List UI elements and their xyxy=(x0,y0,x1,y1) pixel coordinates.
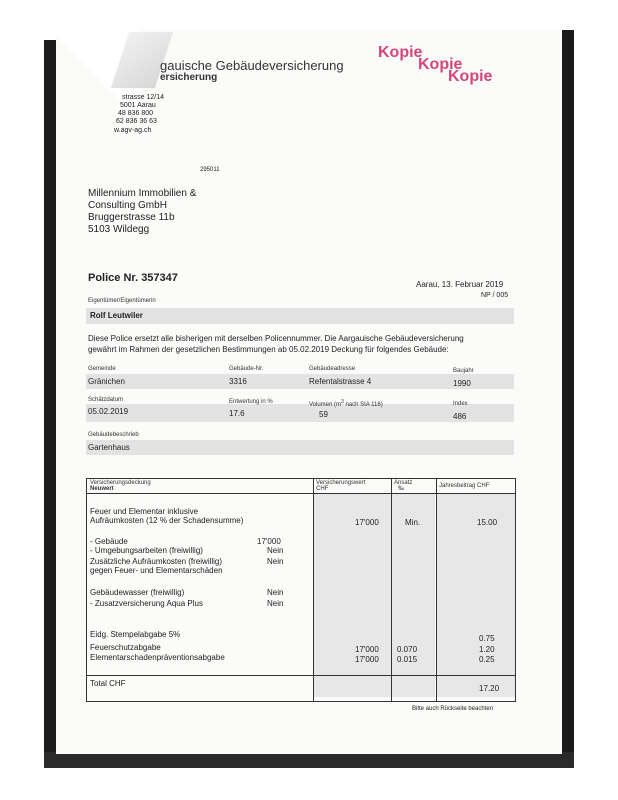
coverage-rate: Min. xyxy=(405,518,421,527)
reference-number: 295011 xyxy=(200,167,220,173)
total-label: Total CHF xyxy=(90,679,126,688)
label-index: Index xyxy=(453,401,468,407)
value-gemeinde: Gränichen xyxy=(88,377,125,386)
item-value: Nein xyxy=(267,588,284,597)
fee-rate: 0.070 xyxy=(397,645,418,654)
footer-note: Bitte auch Rückseite beachten xyxy=(412,706,494,712)
header-chf: CHF xyxy=(316,486,329,492)
item-label: - Zusatzversicherung Aqua Plus xyxy=(90,599,203,608)
owner-name: Rolf Leutwiler xyxy=(90,311,143,320)
item-label: - Umgebungsarbeiten (freiwillig) xyxy=(90,546,203,555)
header-value: Versicherungswert xyxy=(316,480,366,486)
fee-label: Eidg. Stempelabgabe 5% xyxy=(90,630,181,639)
item-value: 17'000 xyxy=(257,537,281,546)
fee-label: Elementarschadenpräventionsabgabe xyxy=(90,653,225,662)
recipient-line: 5103 Wildegg xyxy=(88,224,150,235)
label-gebaeude-nr: Gebäude-Nr. xyxy=(229,366,264,372)
intro-line: gewährt im Rahmen der gesetzlichen Bestimmungen ab 05.02.2019 Deckung für folgendes Gebäude: xyxy=(88,345,449,354)
scan-edge-bottom xyxy=(44,752,574,768)
recipient-line: Bruggerstrasse 11b xyxy=(88,212,175,223)
value-gebaeudeadresse: Refentalstrasse 4 xyxy=(309,377,372,386)
item-label: Zusätzliche Aufräumkosten (freiwillig) xyxy=(90,557,223,566)
policy-date: Aarau, 13. Februar 2019 xyxy=(416,280,504,289)
coverage-premium: 15.00 xyxy=(477,518,498,527)
fee-amount: 0.75 xyxy=(479,634,495,643)
item-label: Gebäudewasser (freiwillig) xyxy=(90,588,185,597)
owner-band xyxy=(86,308,514,324)
org-fax-line: 62 836 36 63 xyxy=(116,118,157,125)
org-title: gauische Gebäudeversicherung xyxy=(160,58,344,73)
header-coverage: Versicherungsdeckung xyxy=(90,480,151,486)
table-col-rule xyxy=(313,479,314,701)
shaded-column-premium xyxy=(436,493,515,697)
value-index: 486 xyxy=(453,412,467,421)
item-value: Nein xyxy=(267,546,284,555)
org-address-line: 5001 Aarau xyxy=(120,102,156,109)
intro-line: Diese Police ersetzt alle bisherigen mit derselben Policennummer. Die Aargauische Gebäudeversicherung xyxy=(88,334,464,343)
fee-value: 17'000 xyxy=(355,645,379,654)
item-label: - Gebäude xyxy=(90,537,128,546)
building-band-1 xyxy=(86,374,514,389)
recipient-line: Consulting GmbH xyxy=(88,200,167,211)
item-label: gegen Feuer- und Elementarschäden xyxy=(90,566,223,575)
label-baujahr: Baujahr xyxy=(453,368,474,374)
fee-value: 17'000 xyxy=(355,655,379,664)
building-band-3 xyxy=(86,440,514,455)
label-entwertung: Entwertung in % xyxy=(229,399,273,405)
coverage-value: 17'000 xyxy=(355,518,379,527)
value-baujahr: 1990 xyxy=(453,379,471,388)
fee-label: Feuerschutzabgabe xyxy=(90,643,161,652)
policy-np: NP / 005 xyxy=(481,292,509,299)
coverage-table xyxy=(86,478,516,702)
table-header-rule xyxy=(87,493,515,494)
kopie-stamp-2: Kopie xyxy=(418,56,463,73)
table-total-rule xyxy=(87,675,515,676)
org-phone-line: 48 836 800 xyxy=(118,110,154,117)
label-gebaeudebeschrieb: Gebäudebeschrieb xyxy=(88,432,139,438)
kopie-stamp-1: Kopie xyxy=(378,44,423,61)
total-amount: 17.20 xyxy=(479,684,500,693)
header-neuwert: Neuwert xyxy=(90,486,114,492)
coverage-line: Feuer und Elementar inklusive xyxy=(90,507,199,516)
value-volumen: 59 xyxy=(319,410,328,419)
scan-edge-right xyxy=(560,30,574,766)
value-entwertung: 17.6 xyxy=(229,409,245,418)
recipient-line: Millennium Immobilien & xyxy=(88,188,197,199)
policy-title: Police Nr. 357347 xyxy=(88,272,178,284)
table-col-rule xyxy=(391,479,392,701)
kopie-stamp-3: Kopie xyxy=(448,68,493,85)
label-schaetzdatum: Schätzdatum xyxy=(88,397,124,403)
value-gebaeudebeschrieb: Gartenhaus xyxy=(88,443,130,452)
building-band-2 xyxy=(86,404,514,422)
org-web-line: w.agv-ag.ch xyxy=(114,127,152,134)
item-value: Nein xyxy=(267,599,284,608)
header-permille: ‰ xyxy=(398,486,404,492)
fee-amount: 0.25 xyxy=(479,655,495,664)
header-premium: Jahresbeitrag CHF xyxy=(439,483,490,489)
coverage-line: Aufräumkosten (12 % der Schadensumme) xyxy=(90,516,244,525)
value-schaetzdatum: 05.02.2019 xyxy=(88,407,129,416)
value-gebaeude-nr: 3316 xyxy=(229,377,247,386)
header-rate: Ansatz xyxy=(394,480,413,486)
org-subtitle: ersicherung xyxy=(160,72,218,83)
label-gemeinde: Gemeinde xyxy=(88,366,116,372)
label-volumen: Volumen ($m^3$ nach SIA 116) xyxy=(309,399,383,408)
table-col-rule xyxy=(436,479,437,701)
owner-label: Eigentümer/Eigentümerin xyxy=(88,298,156,304)
fee-rate: 0.015 xyxy=(397,655,418,664)
org-address-line: strasse 12/14 xyxy=(122,94,165,101)
label-gebaeudeadresse: Gebäudeadresse xyxy=(309,366,356,372)
fee-amount: 1.20 xyxy=(479,645,495,654)
item-value: Nein xyxy=(267,557,284,566)
